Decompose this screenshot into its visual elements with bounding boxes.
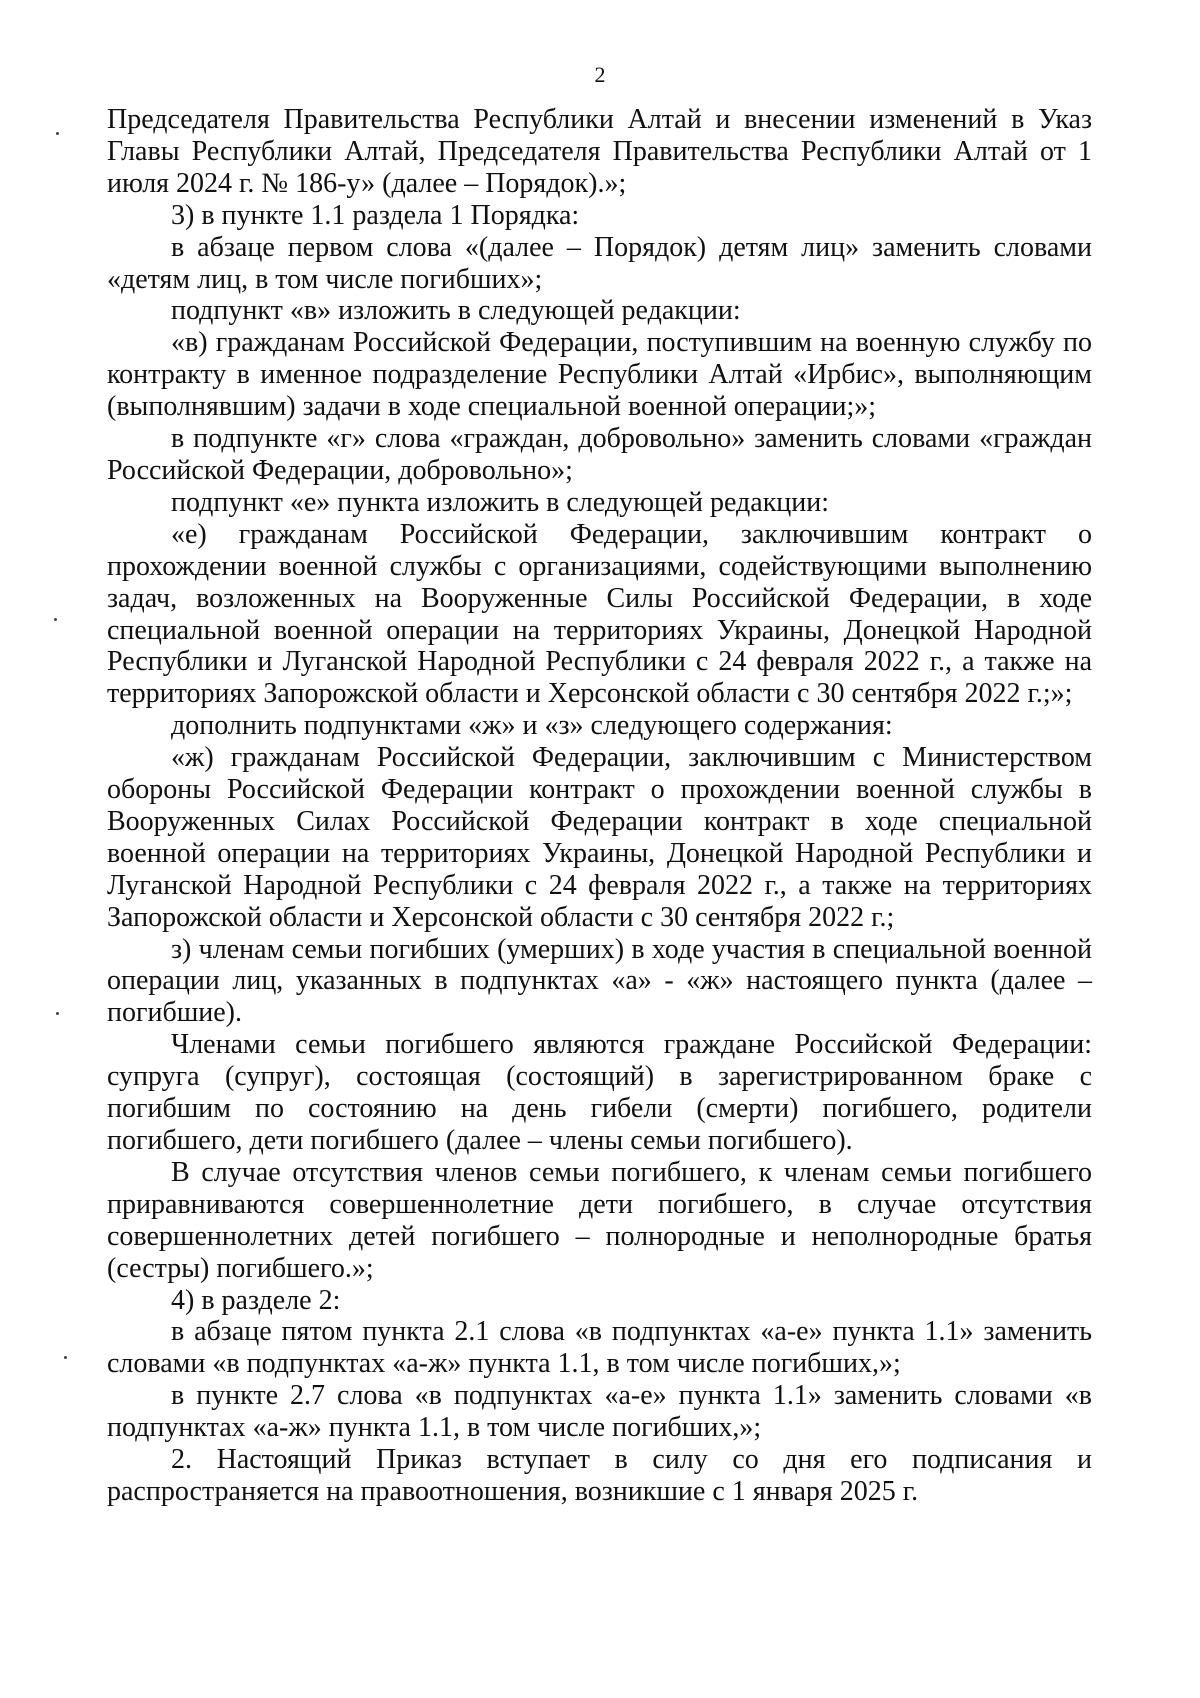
paragraph-8: «е) гражданам Российской Федерации, заключившим контракт о прохождении военной службы с организациями, содействующими выполнению задач, возложенных на Вооруженные Силы Российской Федерации, в ходе специальной военной операции на территориях Украины, Донецкой Народной Республики и Луганской Народной Республики с 24 февраля 2022 г., а также на территориях Запорожской области и Херсонской области с 30 сентября 2022 г.;»; (107, 518, 1092, 710)
paragraph-17: 2. Настоящий Приказ вступает в силу со дня его подписания и распространяется на правоотношения, возникшие с 1 января 2025 г. (107, 1444, 1092, 1507)
paragraph-12: Членами семьи погибшего являются граждане Российской Федерации: супруга (супруг), состоящая (состоящий) в зарегистрированном браке с погибшим по состоянию на день гибели (смерти) погибшего, родители погибшего, дети погибшего (далее – члены семьи погибшего). (107, 1029, 1092, 1156)
paragraph-11: з) членам семьи погибших (умерших) в ходе участия в специальной военной операции лиц, указанных в подпунктах «а» - «ж» настоящего пункта (далее – погибшие). (107, 933, 1092, 1029)
paragraph-4: подпункт «в» изложить в следующей редакции: (171, 295, 741, 327)
paragraph-15: в абзаце пятом пункта 2.1 слова «в подпунктах «а-е» пункта 1.1» заменить словами «в подпунктах «а-ж» пункта 1.1, в том числе погибших,»; (107, 1316, 1092, 1380)
paragraph-13: В случае отсутствия членов семьи погибшего, к членам семьи погибшего приравниваются совершеннолетние дети погибшего, в случае отсутствия совершеннолетних детей погибшего – полнородные и неполнородные братья (сестры) погибшего.»; (107, 1156, 1092, 1284)
paragraph-5: «в) гражданам Российской Федерации, поступившим на военную службу по контракту в именное подразделение Республики Алтай «Ирбис», выполняющим (выполнявшим) задачи в ходе специальной военной операции;»; (107, 327, 1092, 423)
scan-speck (56, 1012, 59, 1015)
scan-speck (54, 618, 57, 621)
paragraph-10: «ж) гражданам Российской Федерации, заключившим с Министерством обороны Российской Федерации контракт о прохождении военной службы в Вооруженных Силах Российской Федерации контракт в ходе специальной военной операции на территориях Украины, Донецкой Народной Республики и Луганской Народной Республики с 24 февраля 2022 г., а также на территориях Запорожской области и Херсонской области с 30 сентября 2022 г.; (107, 742, 1092, 933)
paragraph-3: в абзаце первом слова «(далее – Порядок) детям лиц» заменить словами «детям лиц, в том числе погибших»; (107, 231, 1092, 295)
document-body (107, 104, 1092, 1508)
scan-speck (56, 132, 59, 135)
paragraph-2: 3) в пункте 1.1 раздела 1 Порядка: (171, 199, 580, 231)
paragraph-16: в пункте 2.7 слова «в подпунктах «а-е» пункта 1.1» заменить словами «в подпунктах «а-ж» пункта 1.1, в том числе погибших,»; (107, 1380, 1092, 1444)
paragraph-6: в подпункте «г» слова «граждан, добровольно» заменить словами «граждан Российской Федерации, добровольно»; (107, 423, 1092, 486)
paragraph-14: 4) в разделе 2: (171, 1284, 341, 1316)
page-number: 2 (594, 62, 606, 87)
paragraph-1: Председателя Правительства Республики Алтай и внесении изменений в Указ Главы Республики Алтай, Председателя Правительства Республики Алтай от 1 июля 2024 г. № 186-у» (далее – Порядок).»; (107, 104, 1092, 199)
paragraph-7: подпункт «е» пункта изложить в следующей редакции: (171, 486, 830, 518)
paragraph-9: дополнить подпунктами «ж» и «з» следующего содержания: (171, 710, 893, 742)
scan-speck (64, 1356, 67, 1359)
